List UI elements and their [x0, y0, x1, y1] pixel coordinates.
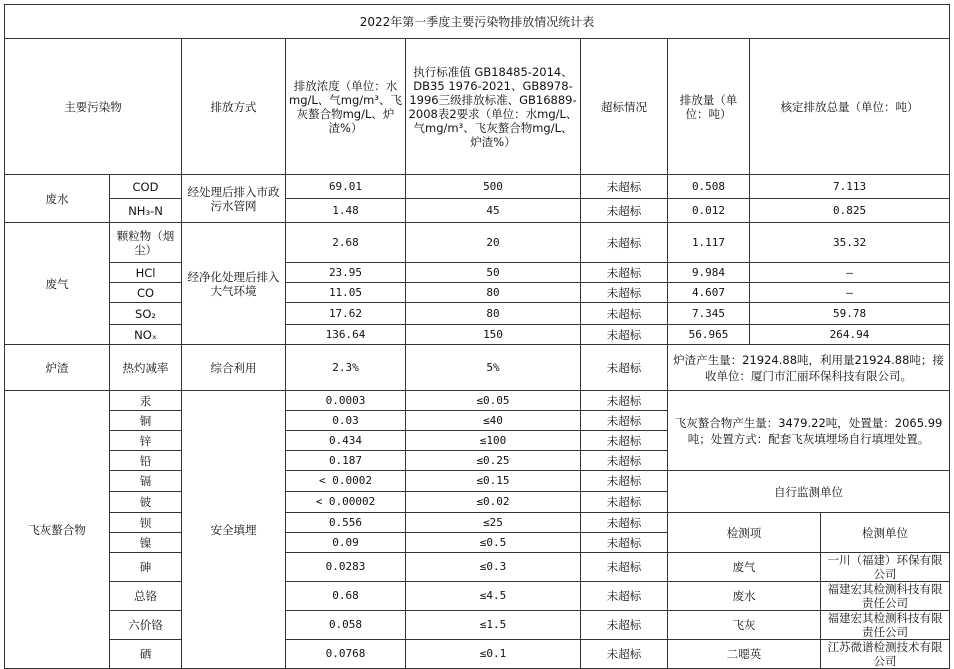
- monitor-item: 二噁英: [668, 640, 821, 669]
- header-standard: 执行标准值 GB18485-2014、DB35 1976-2021、GB8978-1996三级排放标准、GB16889-2008表2要求（单位：水mg/L、气mg/m³、飞灰螯合物mg/L、炉渣%）: [406, 39, 581, 175]
- table-row: [5, 263, 950, 283]
- emission-value: 56.965: [668, 325, 750, 345]
- emission-value: 0.508: [668, 175, 750, 199]
- monitor-item: 飞灰: [668, 611, 821, 640]
- pollutant-item: 热灼减率: [110, 345, 182, 391]
- concentration-value: 69.01: [286, 175, 406, 199]
- concentration-value: 0.058: [286, 611, 406, 640]
- pollutant-item: 砷: [110, 553, 182, 582]
- standard-value: ≤40: [406, 411, 581, 431]
- category-exhaust: 废气: [5, 223, 110, 345]
- header-concentration: 排放浓度（单位：水mg/L、气mg/m³、飞灰螯合物mg/L、炉渣%）: [286, 39, 406, 175]
- table-row: [5, 640, 950, 669]
- standard-value: ≤0.1: [406, 640, 581, 669]
- exceed-status: 未超标: [581, 303, 668, 325]
- exceed-status: 未超标: [581, 553, 668, 582]
- pollutant-item: 铍: [110, 492, 182, 513]
- emission-value: 9.984: [668, 263, 750, 283]
- emission-value: 4.607: [668, 283, 750, 303]
- concentration-value: 0.09: [286, 533, 406, 553]
- slag-note: 炉渣产生量：21924.88吨，利用量21924.88吨；接收单位：厦门市汇丽环保科技有限公司。: [668, 345, 950, 391]
- standard-value: ≤25: [406, 513, 581, 533]
- approved-value: 59.78: [750, 303, 950, 325]
- table-row: [5, 391, 950, 411]
- table-row: [5, 199, 950, 223]
- monitor-title: 自行监测单位: [668, 471, 950, 513]
- pollutant-item: 铜: [110, 411, 182, 431]
- pollutant-item: 铅: [110, 451, 182, 471]
- exceed-status: 未超标: [581, 471, 668, 492]
- flyash-note: 飞灰螯合物产生量：3479.22吨，处置量：2065.99吨；处置方式：配套飞灰填埋场自行填埋处置。: [668, 391, 950, 471]
- pollutant-item: 镉: [110, 471, 182, 492]
- concentration-value: < 0.0002: [286, 471, 406, 492]
- standard-value: 50: [406, 263, 581, 283]
- exceed-status: 未超标: [581, 582, 668, 611]
- exceed-status: 未超标: [581, 263, 668, 283]
- emission-value: 0.012: [668, 199, 750, 223]
- table-row: [5, 223, 950, 263]
- table-row: [5, 471, 950, 492]
- exceed-status: 未超标: [581, 533, 668, 553]
- pollutant-item: 钡: [110, 513, 182, 533]
- standard-value: ≤0.5: [406, 533, 581, 553]
- table-title: 2022年第一季度主要污染物排放情况统计表: [5, 5, 950, 39]
- standard-value: 500: [406, 175, 581, 199]
- table-row: [5, 513, 950, 533]
- pollutant-item: 硒: [110, 640, 182, 669]
- monitor-item: 废气: [668, 553, 821, 582]
- exceed-status: 未超标: [581, 325, 668, 345]
- pollutant-item: NH₃-N: [110, 199, 182, 223]
- concentration-value: 11.05: [286, 283, 406, 303]
- concentration-value: 0.0768: [286, 640, 406, 669]
- standard-value: 5%: [406, 345, 581, 391]
- concentration-value: 0.434: [286, 431, 406, 451]
- standard-value: ≤0.25: [406, 451, 581, 471]
- monitor-unit: 福建宏其检测科技有限责任公司: [821, 582, 950, 611]
- method-exhaust: 经净化处理后排入大气环境: [182, 223, 286, 345]
- concentration-value: 0.0283: [286, 553, 406, 582]
- concentration-value: 2.3%: [286, 345, 406, 391]
- monitor-unit-header: 检测单位: [821, 513, 950, 553]
- concentration-value: 0.0003: [286, 391, 406, 411]
- standard-value: ≤0.05: [406, 391, 581, 411]
- category-wastewater: 废水: [5, 175, 110, 223]
- standard-value: ≤4.5: [406, 582, 581, 611]
- emissions-report: [4, 4, 950, 669]
- exceed-status: 未超标: [581, 175, 668, 199]
- table-row: [5, 582, 950, 611]
- exceed-status: 未超标: [581, 391, 668, 411]
- concentration-value: < 0.00002: [286, 492, 406, 513]
- exceed-status: 未超标: [581, 513, 668, 533]
- monitor-unit: 一川（福建）环保有限公司: [821, 553, 950, 582]
- approved-value: –: [750, 283, 950, 303]
- table-row: [5, 283, 950, 303]
- exceed-status: 未超标: [581, 451, 668, 471]
- header-method: 排放方式: [182, 39, 286, 175]
- monitor-unit: 江苏微谱检测技术有限公司: [821, 640, 950, 669]
- pollutant-item: 六价铬: [110, 611, 182, 640]
- exceed-status: 未超标: [581, 431, 668, 451]
- standard-value: ≤0.02: [406, 492, 581, 513]
- monitor-unit: 福建宏其检测科技有限责任公司: [821, 611, 950, 640]
- pollutant-item: 锌: [110, 431, 182, 451]
- slag-row: [5, 345, 950, 391]
- exceed-status: 未超标: [581, 492, 668, 513]
- pollutant-item: 汞: [110, 391, 182, 411]
- table-row: [5, 611, 950, 640]
- concentration-value: 23.95: [286, 263, 406, 283]
- approved-value: 7.113: [750, 175, 950, 199]
- pollutant-item: SO₂: [110, 303, 182, 325]
- header-emission: 排放量（单位：吨）: [668, 39, 750, 175]
- monitor-item-header: 检测项: [668, 513, 821, 553]
- emission-value: 7.345: [668, 303, 750, 325]
- category-slag: 炉渣: [5, 345, 110, 391]
- approved-value: 35.32: [750, 223, 950, 263]
- concentration-value: 2.68: [286, 223, 406, 263]
- method-slag: 综合利用: [182, 345, 286, 391]
- exceed-status: 未超标: [581, 199, 668, 223]
- exceed-status: 未超标: [581, 411, 668, 431]
- approved-value: 264.94: [750, 325, 950, 345]
- table-row: [5, 325, 950, 345]
- standard-value: 45: [406, 199, 581, 223]
- standard-value: 150: [406, 325, 581, 345]
- table-row: [5, 553, 950, 582]
- header-pollutant: 主要污染物: [5, 39, 182, 175]
- standard-value: 20: [406, 223, 581, 263]
- approved-value: –: [750, 263, 950, 283]
- concentration-value: 0.556: [286, 513, 406, 533]
- emission-value: 1.117: [668, 223, 750, 263]
- monitor-item: 废水: [668, 582, 821, 611]
- standard-value: ≤100: [406, 431, 581, 451]
- concentration-value: 0.187: [286, 451, 406, 471]
- pollutant-item: 颗粒物（烟尘）: [110, 223, 182, 263]
- pollutant-item: COD: [110, 175, 182, 199]
- pollutant-item: CO: [110, 283, 182, 303]
- header-exceed: 超标情况: [581, 39, 668, 175]
- standard-value: 80: [406, 303, 581, 325]
- category-flyash: 飞灰螯合物: [5, 391, 110, 669]
- concentration-value: 17.62: [286, 303, 406, 325]
- standard-value: ≤0.15: [406, 471, 581, 492]
- standard-value: ≤1.5: [406, 611, 581, 640]
- concentration-value: 1.48: [286, 199, 406, 223]
- approved-value: 0.825: [750, 199, 950, 223]
- concentration-value: 0.68: [286, 582, 406, 611]
- concentration-value: 136.64: [286, 325, 406, 345]
- pollutant-item: NOₓ: [110, 325, 182, 345]
- standard-value: ≤0.3: [406, 553, 581, 582]
- exceed-status: 未超标: [581, 640, 668, 669]
- standard-value: 80: [406, 283, 581, 303]
- concentration-value: 0.03: [286, 411, 406, 431]
- method-wastewater: 经处理后排入市政污水管网: [182, 175, 286, 223]
- exceed-status: 未超标: [581, 223, 668, 263]
- table-row: [5, 175, 950, 199]
- pollutant-item: HCl: [110, 263, 182, 283]
- exceed-status: 未超标: [581, 345, 668, 391]
- exceed-status: 未超标: [581, 283, 668, 303]
- method-flyash: 安全填埋: [182, 391, 286, 669]
- pollutant-item: 镍: [110, 533, 182, 553]
- pollutant-item: 总铬: [110, 582, 182, 611]
- header-approved: 核定排放总量（单位：吨）: [750, 39, 950, 175]
- emissions-table: [4, 4, 950, 669]
- exceed-status: 未超标: [581, 611, 668, 640]
- table-row: [5, 303, 950, 325]
